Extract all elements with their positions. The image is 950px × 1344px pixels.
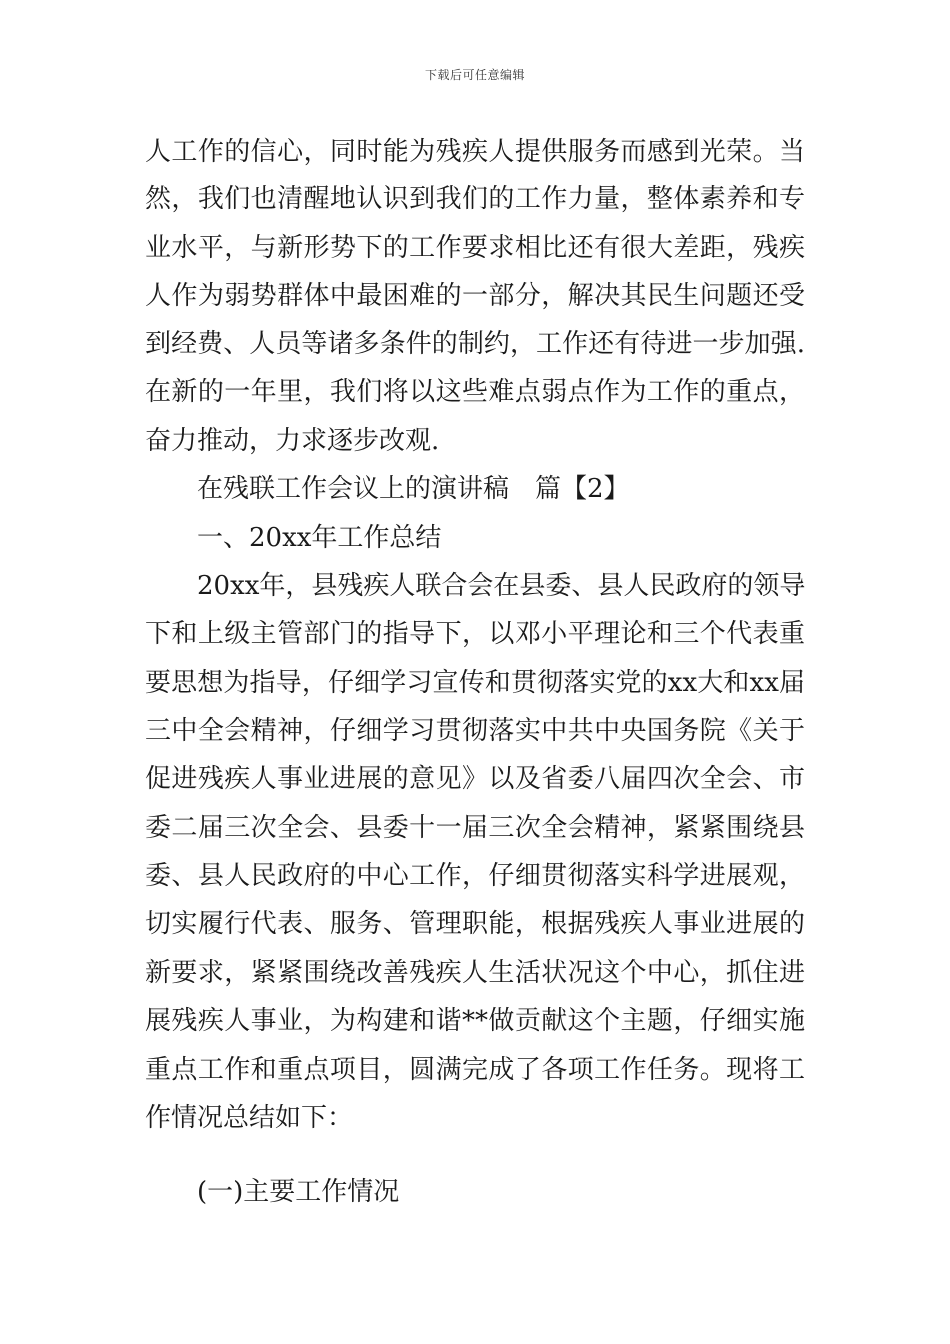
paragraph-line: 业水平，与新形势下的工作要求相比还有很大差距，残疾 — [145, 233, 805, 263]
paragraph-line: 展残疾人事业，为构建和谐**做贡献这个主题，仔细实施 — [145, 1006, 805, 1036]
paragraph-line: 切实履行代表、服务、管理职能，根据残疾人事业进展的 — [145, 909, 805, 939]
paragraph-line: 下和上级主管部门的指导下，以邓小平理论和三个代表重 — [145, 619, 805, 649]
paragraph-line: 人工作的信心，同时能为残疾人提供服务而感到光荣。当 — [145, 137, 805, 167]
paragraph-line: 促进残疾人事业进展的意见》以及省委八届四次全会、市 — [145, 764, 805, 794]
paragraph-line: 委二届三次全会、县委十一届三次全会精神，紧紧围绕县 — [145, 813, 805, 843]
paragraph-line: 要思想为指导，仔细学习宣传和贯彻落实党的xx大和xx届 — [145, 668, 805, 698]
paragraph-line: 20xx年，县残疾人联合会在县委、县人民政府的领导 — [197, 571, 806, 601]
subsection-heading: (一)主要工作情况 — [197, 1177, 400, 1207]
page-header: 下载后可任意编辑 — [424, 68, 525, 82]
paragraph-line: 新要求，紧紧围绕改善残疾人生活状况这个中心，抓住进 — [145, 958, 805, 988]
paragraph-line: 委、县人民政府的中心工作，仔细贯彻落实科学进展观， — [145, 861, 805, 891]
paragraph-line: 到经费、人员等诸多条件的制约，工作还有待进一步加强. — [145, 329, 805, 359]
paragraph-line: 在新的一年里，我们将以这些难点弱点作为工作的重点， — [145, 377, 805, 407]
paragraph-line: 然，我们也清醒地认识到我们的工作力量，整体素养和专 — [145, 184, 805, 214]
paragraph-line: 人作为弱势群体中最困难的一部分，解决其民生问题还受 — [145, 281, 805, 311]
speech-title: 在残联工作会议上的演讲稿 篇【2】 — [197, 474, 630, 504]
paragraph-line: 三中全会精神，仔细学习贯彻落实中共中央国务院《关于 — [145, 716, 805, 746]
paragraph-line: 作情况总结如下： — [145, 1103, 354, 1133]
paragraph-line: 奋力推动，力求逐步改观. — [145, 426, 440, 456]
paragraph-line: 重点工作和重点项目，圆满完成了各项工作任务。现将工 — [145, 1055, 805, 1085]
section-heading: 一、20xx年工作总结 — [197, 523, 442, 553]
